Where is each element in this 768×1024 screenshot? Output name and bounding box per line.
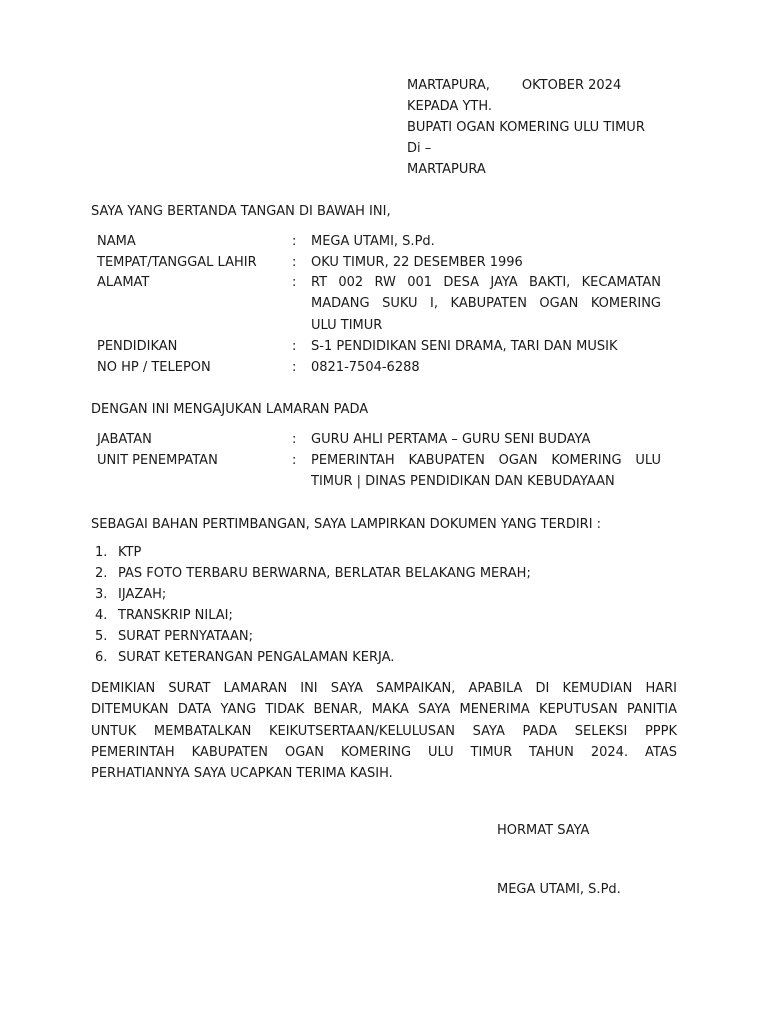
pendidikan-colon: : bbox=[292, 339, 297, 354]
closing-line: DITEMUKAN DATA YANG TIDAK BENAR, MAKA SAYA MENERIMA KEPUTUSAN PANITIA bbox=[91, 702, 677, 718]
attachments-intro-text: SEBAGAI BAHAN PERTIMBANGAN, SAYA LAMPIRKAN DOKUMEN YANG TERDIRI : bbox=[91, 517, 602, 532]
list-item-number: 1. bbox=[95, 545, 108, 560]
place-text: MARTAPURA, bbox=[407, 78, 490, 93]
jabatan-colon: : bbox=[292, 432, 297, 447]
ttl-colon: : bbox=[292, 255, 297, 270]
list-item-number: 5. bbox=[95, 629, 108, 644]
closing-line: DEMIKIAN SURAT LAMARAN INI SAYA SAMPAIKAN, APABILA DI KEMUDIAN HARI bbox=[91, 681, 677, 696]
alamat-value-line-2: MADANG SUKU I, KABUPATEN OGAN KOMERING bbox=[311, 296, 661, 311]
di-line: Di – bbox=[407, 141, 432, 156]
pendidikan-label: PENDIDIKAN bbox=[97, 339, 178, 354]
ttl-label: TEMPAT/TANGGAL LAHIR bbox=[97, 255, 257, 270]
closing-paragraph bbox=[91, 678, 677, 784]
nama-value: MEGA UTAMI, S.Pd. bbox=[311, 234, 435, 249]
intro-text: SAYA YANG BERTANDA TANGAN DI BAWAH INI, bbox=[91, 204, 391, 219]
list-item-number: 2. bbox=[95, 566, 108, 581]
list-item: SURAT PERNYATAAN; bbox=[118, 629, 254, 644]
list-item: PAS FOTO TERBARU BERWARNA, BERLATAR BELAKANG MERAH; bbox=[118, 566, 531, 581]
nama-label: NAMA bbox=[97, 234, 136, 249]
to-line: KEPADA YTH. bbox=[407, 99, 493, 114]
unit-label: UNIT PENEMPATAN bbox=[97, 453, 218, 468]
date-line bbox=[407, 77, 621, 94]
signature-greeting: HORMAT SAYA bbox=[497, 823, 590, 838]
hp-label: NO HP / TELEPON bbox=[97, 360, 211, 375]
alamat-label: ALAMAT bbox=[97, 275, 150, 290]
ttl-value: OKU TIMUR, 22 DESEMBER 1996 bbox=[311, 255, 523, 270]
unit-value-line-1: PEMERINTAH KABUPATEN OGAN KOMERING ULU bbox=[311, 453, 661, 468]
nama-colon: : bbox=[292, 234, 297, 249]
closing-line: UNTUK MEMBATALKAN KEIKUTSERTAAN/KELULUSAN SAYA PADA SELEKSI PPPK bbox=[91, 723, 677, 739]
list-item-number: 3. bbox=[95, 587, 108, 602]
hp-value: 0821-7504-6288 bbox=[311, 360, 420, 375]
apply-intro-text: DENGAN INI MENGAJUKAN LAMARAN PADA bbox=[91, 402, 369, 417]
list-item: SURAT KETERANGAN PENGALAMAN KERJA. bbox=[118, 650, 395, 665]
pendidikan-value: S-1 PENDIDIKAN SENI DRAMA, TARI DAN MUSIK bbox=[311, 339, 618, 354]
list-item: TRANSKRIP NILAI; bbox=[118, 608, 233, 623]
list-item-number: 6. bbox=[95, 650, 108, 665]
alamat-value-line-1: RT 002 RW 001 DESA JAYA BAKTI, KECAMATAN bbox=[311, 275, 661, 290]
list-item: IJAZAH; bbox=[118, 587, 167, 602]
alamat-colon: : bbox=[292, 275, 297, 290]
unit-value-line-2: TIMUR | DINAS PENDIDIKAN DAN KEBUDAYAAN bbox=[311, 474, 615, 489]
unit-colon: : bbox=[292, 453, 297, 468]
list-item: KTP bbox=[118, 545, 142, 560]
hp-colon: : bbox=[292, 360, 297, 375]
jabatan-label: JABATAN bbox=[97, 432, 152, 447]
signature-name: MEGA UTAMI, S.Pd. bbox=[497, 882, 621, 897]
date-text: OKTOBER 2024 bbox=[521, 78, 622, 93]
recipient-line: BUPATI OGAN KOMERING ULU TIMUR bbox=[407, 120, 645, 135]
jabatan-value: GURU AHLI PERTAMA – GURU SENI BUDAYA bbox=[311, 432, 591, 447]
city-line: MARTAPURA bbox=[407, 162, 486, 177]
list-item-number: 4. bbox=[95, 608, 108, 623]
closing-line: PEMERINTAH KABUPATEN OGAN KOMERING ULU TIMUR TAHUN 2024. ATAS bbox=[91, 744, 677, 760]
closing-line: PERHATIANNYA SAYA UCAPKAN TERIMA KASIH. bbox=[91, 766, 393, 782]
alamat-value-line-3: ULU TIMUR bbox=[311, 318, 383, 333]
